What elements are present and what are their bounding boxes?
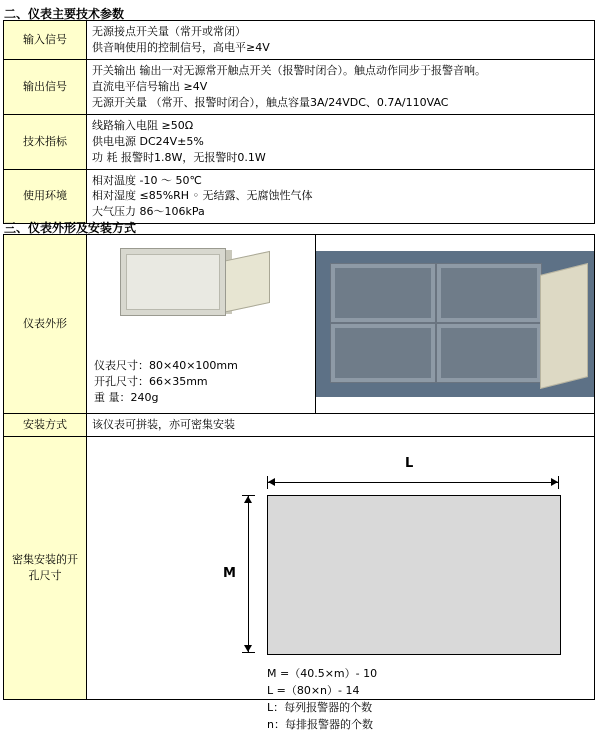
meter-face-inner (126, 254, 220, 310)
spec-line: 相对温度 -10 ～ 50℃ (92, 173, 202, 187)
row-value-environment (87, 169, 595, 224)
table-row (4, 413, 595, 436)
formula-line: n：每排报警器的个数 (267, 717, 373, 731)
spec-line: 供音响使用的控制信号，高电平≥4V (92, 40, 270, 54)
spec-line: 直流电平信号输出 ≥4V (92, 79, 208, 93)
table-row (4, 59, 595, 114)
row-value-install-method: 该仪表可拼装，亦可密集安装 (87, 413, 595, 436)
meter-unit (330, 263, 436, 323)
tech-params-table (3, 20, 595, 224)
formula-line: L：每列报警器的个数 (267, 700, 373, 714)
section-title-tech-params: 二、仪表主要技术参数 (4, 7, 125, 21)
spec-line: 线路输入电阻 ≥50Ω (92, 118, 194, 132)
row-value-tech-index (87, 114, 595, 169)
appearance-table (3, 234, 595, 731)
dimension-height-label: M (223, 565, 236, 581)
row-label-appearance: 仪表外形 (4, 235, 87, 414)
dimension-width-label: L (405, 455, 414, 471)
appearance-photo-and-specs (87, 235, 316, 414)
appearance-spec-list (92, 356, 310, 410)
formula-list (267, 665, 377, 733)
meter-array-photo (316, 235, 595, 414)
formula-line: M =（40.5×m）- 10 (267, 666, 378, 680)
row-value-output-signal (87, 59, 595, 114)
spec-line: 开孔尺寸：66×35mm (94, 374, 208, 388)
hole-rectangle (267, 495, 561, 655)
row-label-tech-index: 技术指标 (4, 114, 87, 169)
row-label-output-signal: 输出信号 (4, 59, 87, 114)
table-row (4, 21, 595, 60)
table-row (4, 235, 595, 414)
spec-line: 大气压力 86～106kPa (92, 205, 205, 219)
table-row (4, 436, 595, 699)
spec-line: 无源开关量 （常开、报警时闭合），触点容量3A/24VDC、0.7A/110VAC (92, 95, 449, 109)
hole-size-diagram (87, 437, 594, 731)
spec-line: 无源接点开关量（常开或常闭） (92, 25, 246, 38)
meter-illustration (120, 248, 266, 314)
meter-unit (436, 263, 542, 323)
row-value-input-signal (87, 21, 595, 60)
section-title-appearance: 三、仪表外形及安装方式 (4, 221, 137, 235)
dimension-width (267, 473, 559, 487)
meter-unit (436, 323, 542, 383)
meter-face (120, 248, 226, 316)
meter-array-illustration (316, 251, 594, 397)
spec-line: 仪表尺寸：80×40×100mm (94, 359, 238, 372)
spec-line: 相对湿度 ≤85%RH ◦ 无结露、无腐蚀性气体 (92, 189, 313, 203)
meter-body (222, 251, 270, 313)
spec-line: 功 耗 报警时1.8W，无报警时0.1W (92, 150, 266, 164)
table-row (4, 114, 595, 169)
dimension-height (241, 495, 255, 653)
row-label-input-signal: 输入信号 (4, 21, 87, 60)
spec-line: 重 量：240g (94, 390, 159, 404)
meter-side-panel (540, 263, 588, 389)
row-label-environment: 使用环境 (4, 169, 87, 224)
row-value-hole-size (87, 436, 595, 731)
spec-line: 供电电源 DC24V±5% (92, 134, 204, 148)
formula-line: L =（80×n）- 14 (267, 683, 360, 697)
meter-unit (330, 323, 436, 383)
spec-line: 开关输出 输出一对无源常开触点开关（报警时闭合）。触点动作同步于报警音响。 (92, 63, 486, 77)
row-label-hole-size: 密集安装的开孔尺寸 (4, 436, 87, 699)
row-label-install-method: 安装方式 (4, 413, 87, 436)
meter-front-photo (92, 238, 310, 356)
